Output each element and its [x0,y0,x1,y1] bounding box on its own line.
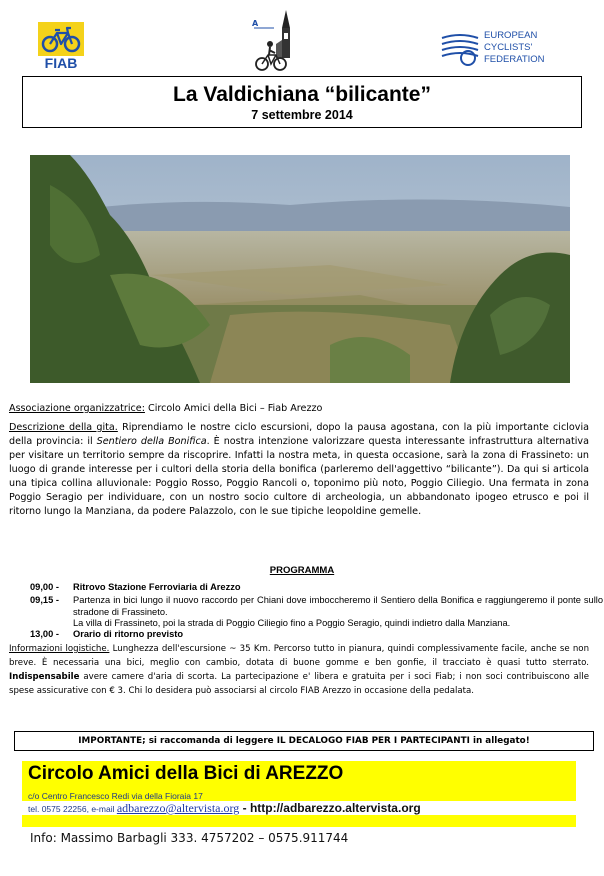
description-text-1: Riprendiamo le nostre ciclo escursioni, dopo la pausa agostana, con la più importante ciclovia della provincia: il [9,422,589,447]
program-text: Orario di ritorno previsto [73,629,184,639]
svg-text:A: A [252,19,259,28]
logistics-indispensabile: Indispensabile [9,672,80,682]
logistics-text-1: Lunghezza dell'escursione ~ 35 Km. Percorso tutto in pianura, quindi complessivamente facile, anche se non breve. È necessaria una bici, meglio con cambio, dotata di buone gomme e ben gonfie, il tracciato è quasi tutto sterrato. [9,644,590,668]
logistics-text-2: avere camere d'aria di scorta. La partecipazione e' libera e gratuita per i soci Fiab; i non soci contribuiscono alle spese assicurative con € 3. Chi lo desidera può associarsi al circolo FIAB Arezzo in occasione della pedalata. [9,672,589,696]
circolo-address: c/o Centro Francesco Redi via della Fioraia 17 [28,791,203,801]
route-name: Sentiero della Bonifica [96,436,207,447]
church-tower-cyclist-logo [250,6,306,76]
tel-text: tel. 0575 22256, e-mail [28,804,117,814]
info-contact: Info: Massimo Barbagli 333. 4757202 – 0575.911744 [30,831,349,845]
program-item [30,582,604,594]
fiab-logo-text: FIAB [44,55,78,71]
page-title: La Valdichiana “bilicante” [173,83,431,106]
program-time: 13,00 - [30,629,59,639]
description-text-2: . È nostra intenzione valorizzare questa interessante infrastruttura alternativa per visitare un territorio sempre da riscoprire. Infatti la nostra meta, in questa occasione, sarà la zona di Frassineto: un luogo di grande interesse per i cultori della storia della bonifica (parleremo dell'aggettivo “bilicante”). Da qui si articola una tipica collina alluvionale: Poggio Rosso, Poggio Rancoli o, toponimo più noto, Poggio Ciliegio. Una fermata in zona Poggio Seragio per individuare, con un nostro socio cultore di archeologia, un abbandonato ipogeo etrusco e poi il ritorno lungo la Manziana, da podere Palazzolo, con le sue tipiche leopoldine gemelle. [9,436,589,517]
trip-description [9,421,589,519]
ecf-line-2: CYCLISTS' [484,42,533,53]
fiab-logo [38,22,84,72]
logistics-label: Informazioni logistiche. [9,644,110,654]
website-link[interactable]: http://adbarezzo.altervista.org [249,801,421,815]
title-box [22,76,582,128]
program-text-line-1: Partenza in bici lungo il nuovo raccordo per Chiani dove imboccheremo il Sentiero della Bonifica e raggiungeremo il ponte sullo stradone di Frassineto. [73,595,603,617]
association-line [9,402,589,416]
program-item [30,595,604,629]
contact-line [28,801,421,816]
ecf-logo [440,28,590,72]
email-link[interactable]: adbarezzo@altervista.org [116,801,240,815]
program-time: 09,15 - [30,595,59,605]
contact-separator: - [239,801,250,815]
description-label: Descrizione della gita. [9,422,118,433]
ecf-line-1: EUROPEAN [484,30,538,41]
bicycle-icon [38,22,84,56]
event-date: 7 settembre 2014 [251,108,353,122]
logistics-info [9,642,589,698]
association-value: Circolo Amici della Bici – Fiab Arezzo [148,403,323,414]
association-label: Associazione organizzatrice: [9,403,145,414]
program-text: Ritrovo Stazione Ferroviaria di Arezzo [73,582,241,592]
program-time: 09,00 - [30,582,59,592]
landscape-photo [30,155,570,383]
important-notice: IMPORTANTE; si raccomanda di leggere IL DECALOGO FIAB PER I PARTECIPANTI in allegato! [14,731,594,751]
program-text-line-2: La villa di Frassineto, poi la strada di Poggio Ciliegio fino a Poggio Seragio, quindi indietro dalla Manziana. [73,618,511,628]
program-text [73,595,603,630]
ecf-wing-logo [440,30,480,74]
ecf-line-3: FEDERATION [484,54,545,65]
ecf-logo-text [484,30,545,66]
circolo-footer [22,761,576,827]
programma-heading: PROGRAMMA [269,565,335,576]
program-item [30,629,604,641]
circolo-title: Circolo Amici della Bici di AREZZO [28,763,344,784]
